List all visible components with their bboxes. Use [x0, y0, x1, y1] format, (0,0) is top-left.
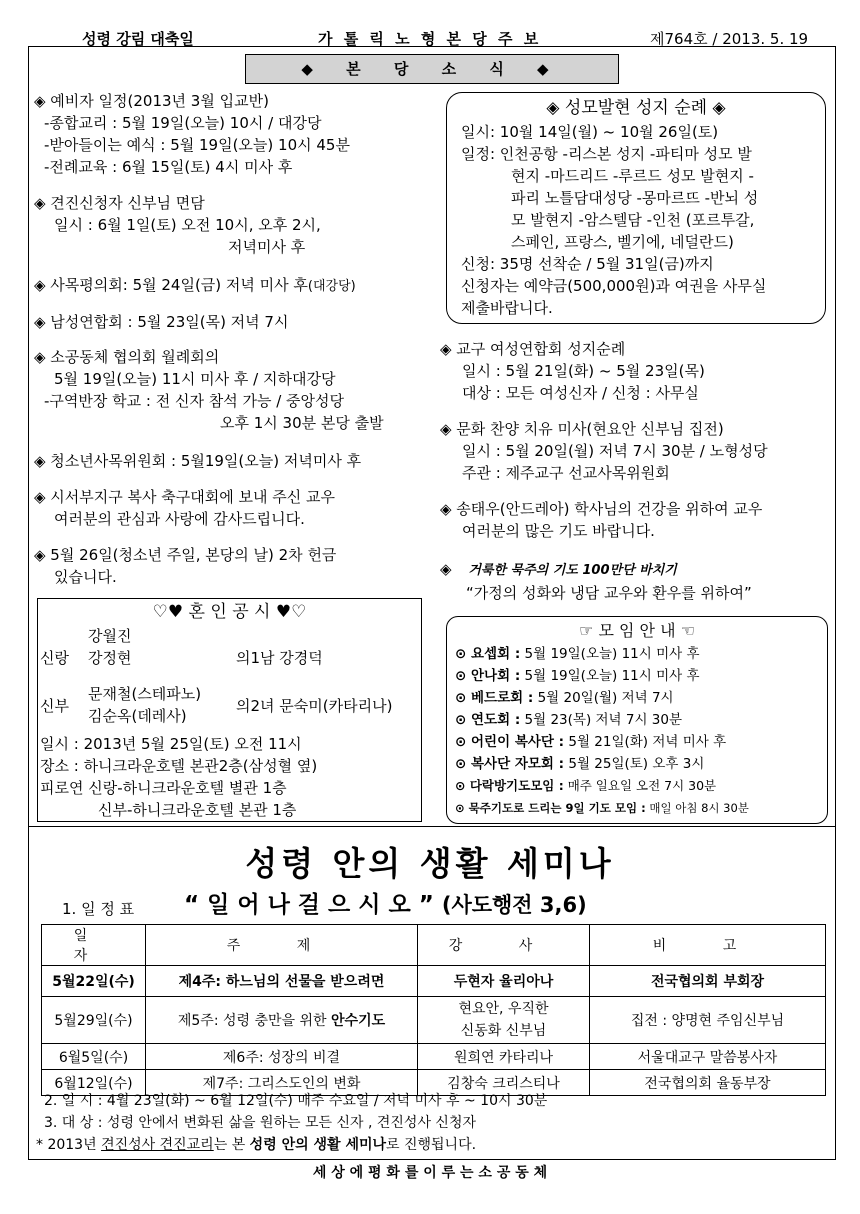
seminar-title: 성령 안의 생활 세미나 — [245, 844, 615, 883]
row-note: 서울대교구 말씀봉사자 — [590, 1044, 826, 1070]
small-community-notice — [34, 346, 384, 434]
pilgrimage-note: 제출바랍니다. — [461, 299, 553, 317]
table-row — [42, 1044, 826, 1070]
notice-line: 여러분의 관심과 사랑에 감사드립니다. — [54, 510, 305, 528]
confirmation-interview-notice — [34, 192, 321, 258]
row-lecturer: 현요안, 우직한 신동화 신부님 — [418, 997, 590, 1044]
meetings-title: ☞ 모 임 안 내 ☜ — [579, 621, 695, 640]
meeting-item: ⊙ 어린이 복사단 : 5월 21일(화) 저녁 미사 후 — [455, 734, 727, 750]
second-collection-notice — [34, 544, 336, 588]
wedding-title: ♡♥ 혼 인 공 시 ♥♡ — [152, 602, 307, 622]
meeting-item: ⊙ 연도회 : 5월 23(목) 저녁 7시 30분 — [455, 712, 683, 728]
meeting-item: ⊙ 베드로회 : 5월 20일(월) 저녁 7시 — [455, 690, 674, 706]
bride-names — [88, 683, 201, 727]
notice-title: ◈ 견진신청자 신부님 면담 — [34, 194, 205, 212]
bride-relation: 의2녀 문숙미(카타리나) — [236, 697, 393, 715]
notice-line: -전례교육 : 6월 15일(토) 4시 미사 후 — [44, 158, 293, 176]
row-date: 5월22일(수) — [42, 966, 146, 997]
groom-father-name: 강월진 — [88, 627, 132, 645]
notice-line: 있습니다. — [54, 568, 117, 586]
footer-motto: 세 상 에 평 화 를 이 루 는 소 공 동 체 — [312, 1165, 548, 1181]
meeting-item: ⊙ 요셉회 : 5월 19일(오늘) 11시 미사 후 — [455, 646, 700, 662]
rosary-notice — [440, 558, 752, 604]
header-lecturer: 강 사 — [418, 925, 590, 966]
meetings-list — [447, 643, 827, 819]
row-topic: 제5주: 성령 충만을 위한 안수기도 — [146, 997, 418, 1044]
row-topic: 제6주: 성장의 비결 — [146, 1044, 418, 1070]
womens-pilgrimage-notice — [440, 338, 705, 404]
notice-line: -종합교리 : 5월 19일(오늘) 10시 / 대강당 — [44, 114, 322, 132]
seminar-theme — [184, 886, 587, 919]
parish-news-title: ◆ 본 당 소 식 ◆ — [245, 54, 619, 84]
bride-father-name: 문재철(스테파노) — [88, 685, 202, 703]
wedding-place: 장소 : 하니크라운호텔 본관2층(삼성혈 옆) — [40, 757, 318, 775]
catechumen-notice — [34, 90, 350, 178]
meeting-item: ⊙ 묵주기도로 드리는 9일 기도 모임 : 매일 아침 8시 30분 — [455, 801, 749, 815]
rosary-intention: “가정의 성화와 냉담 교우와 환우를 위하여” — [466, 584, 752, 602]
issue-number: 제764호 / 2013. 5. 19 — [650, 30, 809, 48]
notice-title: ◈ 5월 26일(청소년 주일, 본당의 날) 2차 헌금 — [34, 546, 337, 564]
pilgrimage-box — [446, 92, 826, 324]
pilgrimage-note: 신청자는 예약금(500,000원)과 여권을 사무실 — [461, 277, 767, 295]
notice-line: -구역반장 학교 : 전 신자 참석 가능 / 중앙성당 — [44, 392, 344, 410]
row-lecturer: 두현자 율리아나 — [418, 966, 590, 997]
bride-label: 신부 — [40, 697, 69, 715]
table-header-row — [42, 925, 826, 966]
notice-line: 일시 : 6월 1일(토) 오전 10시, 오후 2시, — [54, 216, 321, 234]
notice-line: 저녁미사 후 — [228, 238, 306, 256]
table-row — [42, 966, 826, 997]
notice-line: 오후 1시 30분 본당 출발 — [220, 414, 384, 432]
seminar-target: 3. 대 상 : 성령 안에서 변화된 삶을 원하는 모든 신자 , 견진성사 신청자 — [44, 1115, 476, 1131]
mens-association-notice: ◈ 남성연합회 : 5월 23일(목) 저녁 7시 — [34, 313, 289, 331]
row-topic: 제7주: 그리스도인의 변화 — [146, 1070, 418, 1096]
notice-title: ◈ 문화 찬양 치유 미사(현요안 신부님 집전) — [440, 420, 724, 438]
liturgical-day: 성령 강림 대축일 — [82, 30, 194, 48]
notice-line: 여러분의 많은 기도 바랍니다. — [462, 522, 655, 540]
bride-mother-name: 김순옥(데레사) — [88, 707, 187, 725]
groom-relation: 의1남 강경덕 — [236, 649, 323, 667]
theme-text: “ 일 어 나 걸 으 시 오 ” — [184, 892, 434, 918]
header-note: 비 고 — [590, 925, 826, 966]
notice-marker: ◈ — [440, 560, 452, 578]
groom-name: 강정현 — [88, 649, 132, 667]
notice-suffix: (대강당) — [307, 279, 356, 294]
notice-line: 일시 : 5월 20일(월) 저녁 7시 30분 / 노형성당 — [462, 442, 768, 460]
theme-reference: (사도행전 3,6) — [441, 893, 587, 917]
notice-line: -받아들이는 예식 : 5월 19일(오늘) 10시 45분 — [44, 136, 350, 154]
pilgrimage-title: ◈ 성모발현 성지 순례 ◈ — [546, 98, 726, 118]
wedding-announcement — [37, 598, 422, 822]
row-topic: 제4주: 하느님의 선물을 받으려면 — [146, 966, 418, 997]
row-date: 6월12일(수) — [42, 1070, 146, 1096]
seminar-footnote: * 2013년 견진성사 견진교리는 본 성령 안의 생활 세미나로 진행됩니다. — [36, 1137, 477, 1153]
notice-line: 5월 19일(오늘) 11시 미사 후 / 지하대강당 — [54, 370, 336, 388]
seminar-time: 2. 일 시 : 4월 23일(화) ~ 6월 12일(수) 매주 수요일 / 저녁 미사 후 ~ 10시 30분 — [44, 1093, 548, 1109]
healing-mass-notice — [440, 418, 768, 484]
row-lecturer: 원희연 카타리나 — [418, 1044, 590, 1070]
row-lecturer: 김창숙 크리스티나 — [418, 1070, 590, 1096]
pilgrimage-itinerary-2: 현지 -마드리드 -루르드 성모 발현지 - — [511, 167, 754, 185]
row-date: 5월29일(수) — [42, 997, 146, 1044]
altar-boys-thanks-notice — [34, 486, 335, 530]
pilgrimage-apply: 신청: 35명 선착순 / 5월 31일(금)까지 — [461, 255, 714, 273]
notice-line: 일시 : 5월 21일(화) ~ 5월 23일(목) — [462, 362, 705, 380]
wedding-details — [40, 733, 317, 821]
seminar-schedule-table — [41, 924, 826, 1096]
pilgrimage-itinerary-3: 파리 노틀담대성당 -몽마르뜨 -반뇌 성 — [511, 189, 759, 207]
meetings-box — [446, 616, 828, 824]
rosary-title: 거룩한 묵주의 기도 100만단 바치기 — [468, 563, 677, 578]
table-row — [42, 997, 826, 1044]
notice-title: ◈ 소공동체 협의회 월례회의 — [34, 348, 220, 366]
row-note: 전국협의회 부회장 — [590, 966, 826, 997]
pilgrimage-itinerary-5: 스페인, 프랑스, 벨기에, 네덜란드) — [511, 233, 734, 251]
meeting-item: ⊙ 복사단 자모회 : 5월 25일(토) 오후 3시 — [455, 756, 705, 772]
header-topic: 주 제 — [146, 925, 418, 966]
notice-main: ◈ 사목평의회: 5월 24일(금) 저녁 미사 후 — [34, 276, 308, 294]
notice-title: ◈ 송태우(안드레아) 학사님의 건강을 위하여 교우 — [440, 500, 763, 518]
reception-bride: 신부-하니크라운호텔 본관 1층 — [98, 801, 297, 819]
notice-title: ◈ 교구 여성연합회 성지순례 — [440, 340, 626, 358]
meeting-item: ⊙ 다락방기도모임 : 매주 일요일 오전 7시 30분 — [455, 778, 717, 793]
reception-groom: 피로연 신랑-하니크라운호텔 별관 1층 — [40, 779, 287, 797]
pilgrimage-date: 일시: 10월 14일(월) ~ 10월 26일(토) — [461, 123, 719, 141]
schedule-label: 1. 일 정 표 — [62, 900, 135, 918]
wedding-date: 일시 : 2013년 5월 25일(토) 오전 11시 — [40, 735, 302, 753]
notice-title: ◈ 예비자 일정(2013년 3월 입교반) — [34, 92, 269, 110]
notice-title: ◈ 시서부지구 복사 축구대회에 보내 주신 교우 — [34, 488, 335, 506]
row-note: 전국협의회 율동부장 — [590, 1070, 826, 1096]
header-date: 일 자 — [42, 925, 146, 966]
prayer-request-notice — [440, 498, 762, 542]
notice-line: 대상 : 모든 여성신자 / 신청 : 사무실 — [462, 384, 699, 402]
pilgrimage-itinerary-4: 모 발현지 -암스텔담 -인천 (포르투갈, — [511, 211, 755, 229]
meeting-item: ⊙ 안나회 : 5월 19일(오늘) 11시 미사 후 — [455, 668, 700, 684]
groom-label: 신랑 — [40, 649, 69, 667]
row-date: 6월5일(수) — [42, 1044, 146, 1070]
bulletin-title: 가 톨 릭 노 형 본 당 주 보 — [318, 30, 542, 48]
pastoral-council-notice — [34, 274, 356, 298]
row-note: 집전 : 양명현 주임신부님 — [590, 997, 826, 1044]
notice-line: 주관 : 제주교구 선교사목위원회 — [462, 464, 670, 482]
section-divider — [28, 826, 835, 827]
youth-committee-notice: ◈ 청소년사목위원회 : 5월19일(오늘) 저녁미사 후 — [34, 452, 362, 470]
left-notices — [34, 90, 350, 178]
groom-names — [88, 625, 131, 669]
pilgrimage-itinerary-1: 일정: 인천공항 -리스본 성지 -파티마 성모 발 — [461, 145, 752, 163]
